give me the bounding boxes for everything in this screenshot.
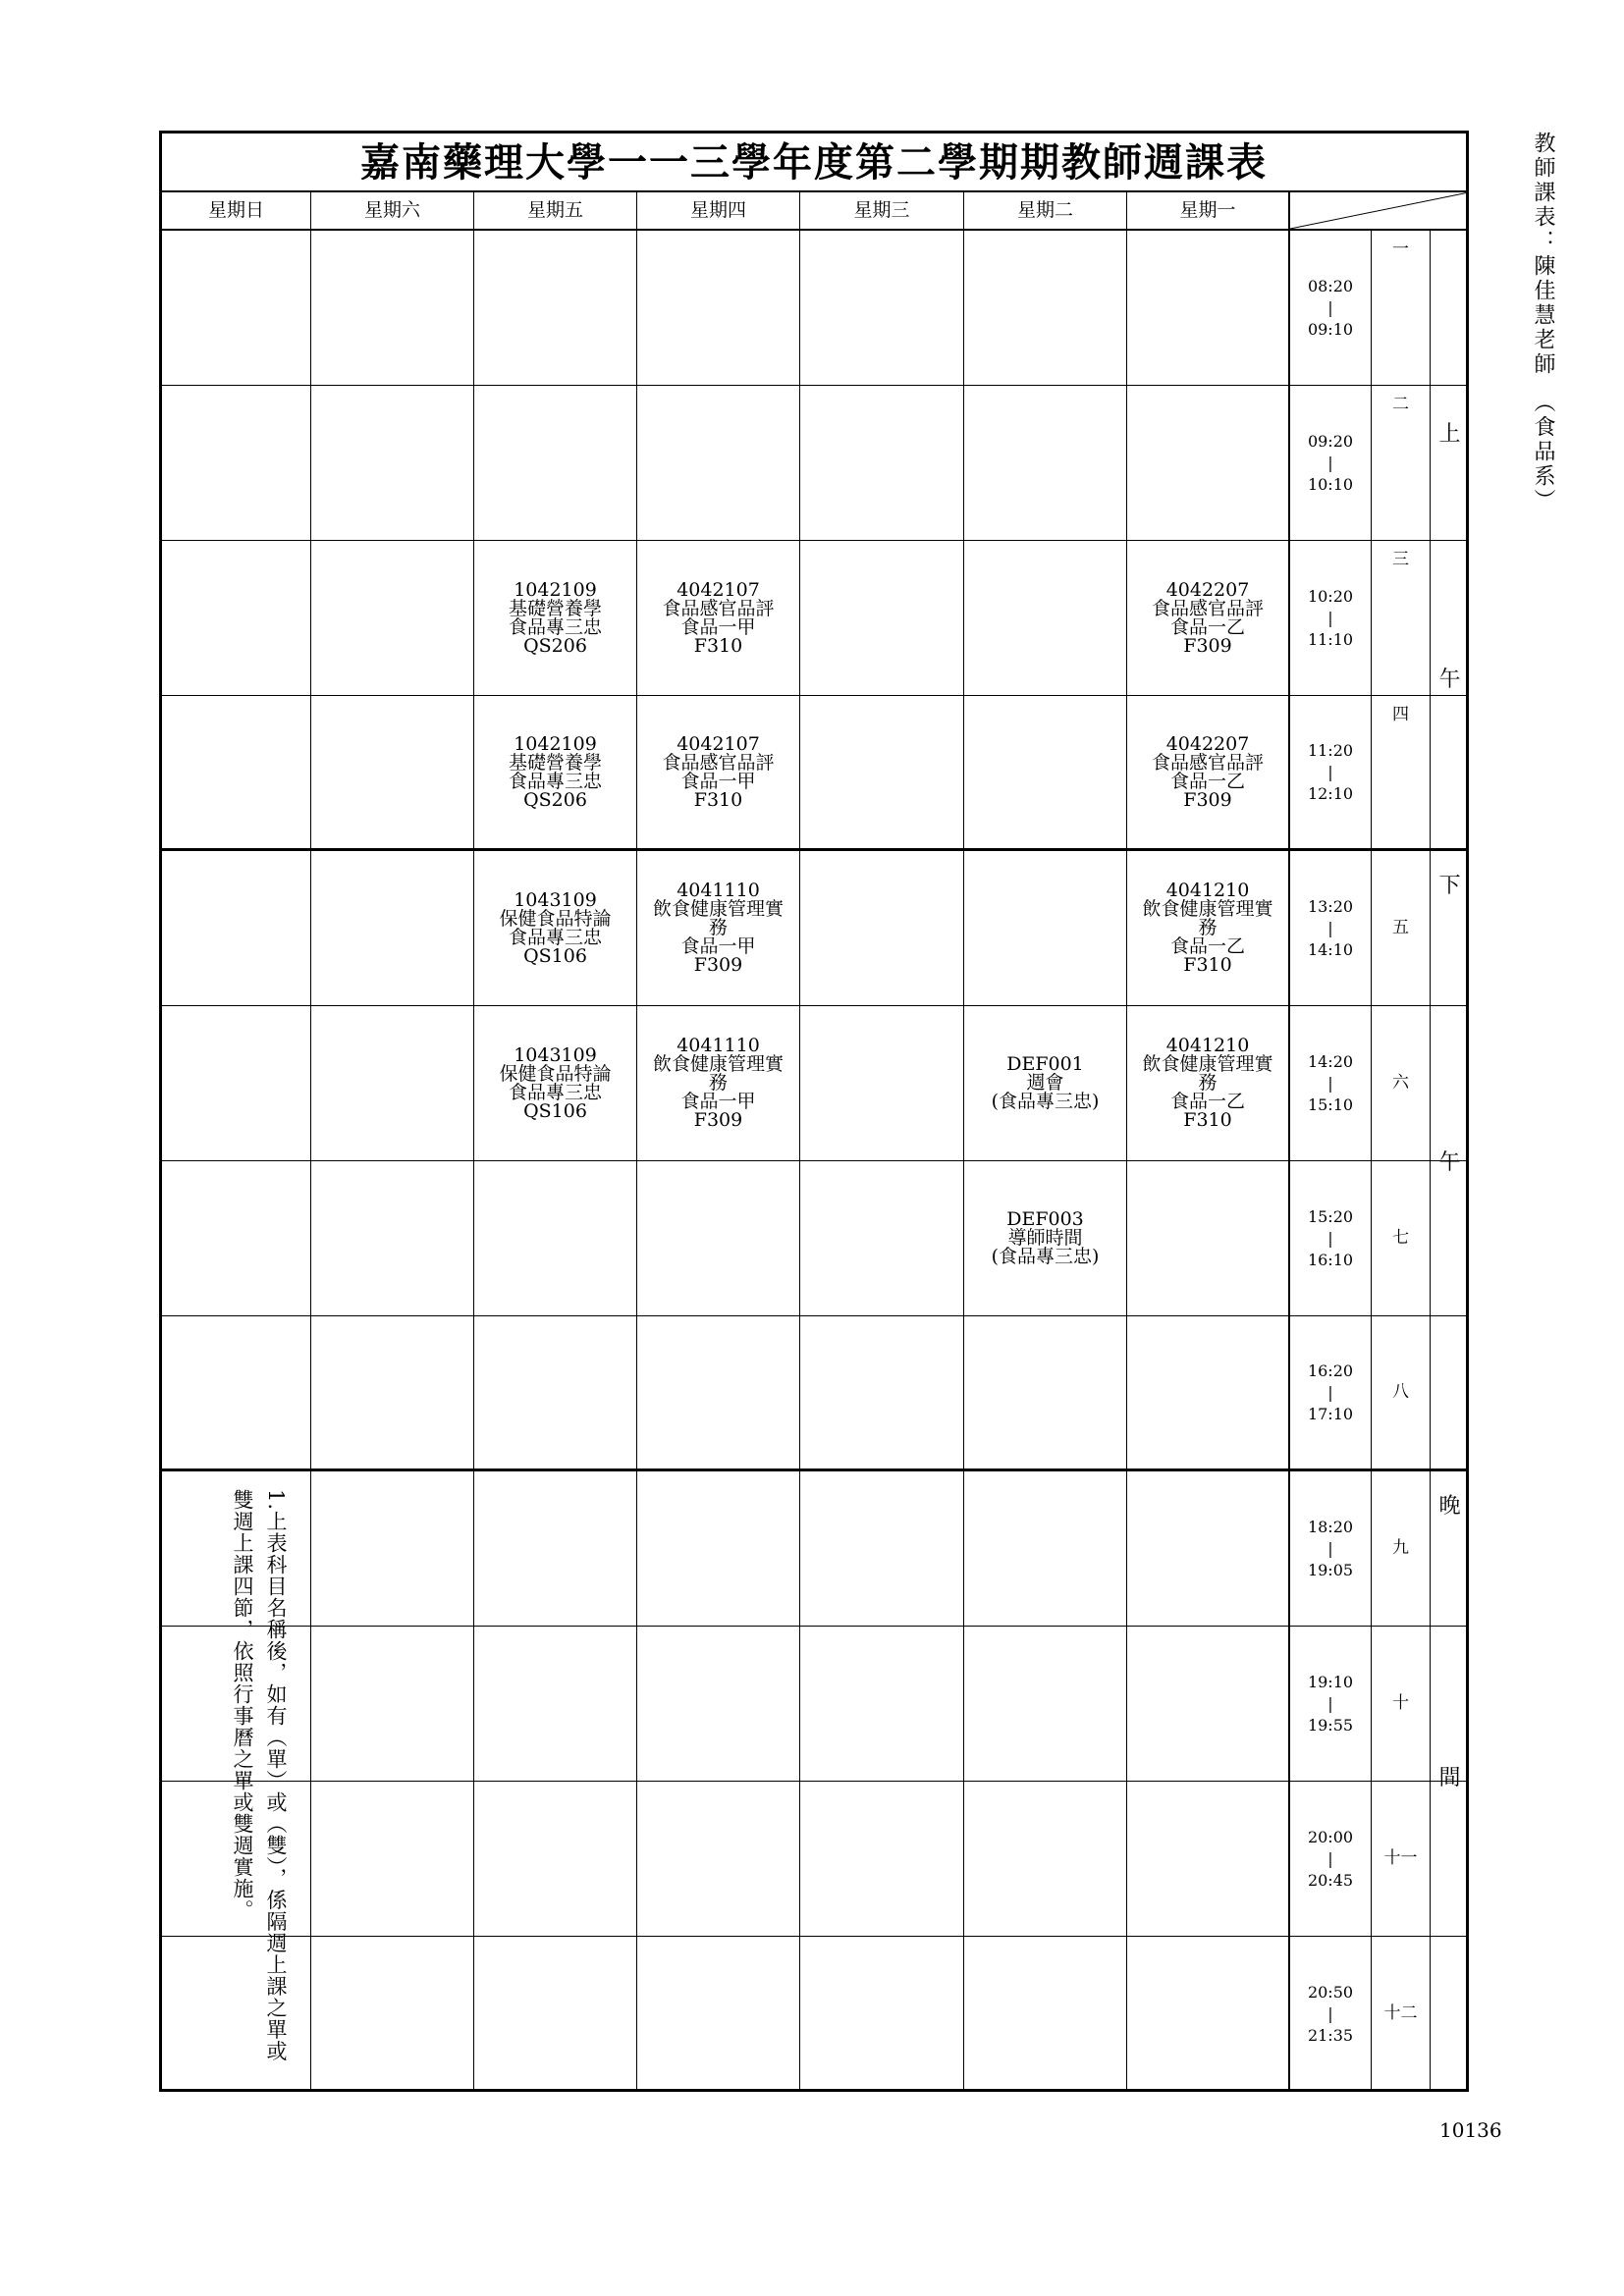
period-number-label: 二 — [1392, 395, 1409, 414]
course-cell-tue — [964, 1161, 1127, 1315]
course-line: QS106 — [523, 1099, 587, 1122]
schedule-cell-wed — [800, 231, 964, 385]
period-time — [1290, 1627, 1372, 1781]
course-line: DEF003 — [1006, 1208, 1084, 1230]
schedule-cell-mon — [1127, 1782, 1290, 1936]
period-time — [1290, 1006, 1372, 1160]
schedule-cell-sun — [162, 1006, 311, 1160]
time-start: 08:20 — [1307, 276, 1354, 295]
course-line: 務 — [708, 1072, 728, 1094]
course-line: 4041110 — [677, 1035, 760, 1056]
course-cell-mon — [1127, 696, 1290, 848]
period-row — [162, 1937, 1466, 2092]
period-row — [162, 386, 1466, 541]
course-line: F309 — [1183, 788, 1232, 811]
period-number-label: 六 — [1392, 1073, 1409, 1093]
day-header-sun: 星期日 — [162, 192, 311, 229]
schedule-note — [162, 1471, 311, 2092]
schedule-cell-sat — [311, 696, 474, 848]
schedule-cell-tue — [964, 1782, 1127, 1936]
schedule-cell-thu — [637, 1627, 800, 1781]
time-end: 20:45 — [1307, 1870, 1354, 1890]
schedule-cell-sun — [162, 851, 311, 1005]
period-row — [162, 1471, 1466, 1627]
course-line: 食品一甲 — [680, 1091, 756, 1112]
schedule-cell-mon — [1127, 231, 1290, 385]
period-number — [1372, 1006, 1431, 1160]
course-line: 保健食品特論 — [499, 1062, 612, 1085]
teacher-schedule-side-title: 教師課表：陳佳慧老師 （食品系） — [1531, 132, 1555, 513]
period-time — [1290, 386, 1372, 540]
period-row — [162, 1006, 1466, 1161]
segment-evening — [1431, 1471, 1469, 2092]
schedule-cell-thu — [637, 231, 800, 385]
period-time — [1290, 541, 1372, 695]
course-line: 基礎營養學 — [508, 597, 602, 619]
time-separator: | — [1327, 453, 1333, 472]
period-number — [1372, 851, 1431, 1005]
course-line: 4042107 — [677, 732, 760, 755]
course-line: (食品專三忠) — [991, 1091, 1100, 1112]
time-separator: | — [1327, 918, 1333, 937]
time-separator: | — [1327, 1073, 1333, 1093]
period-row — [162, 541, 1466, 696]
period-number-label: 三 — [1392, 550, 1409, 569]
schedule-cell-wed — [800, 1937, 964, 2091]
course-line: 保健食品特論 — [499, 907, 612, 930]
period-number — [1372, 1937, 1431, 2091]
time-start: 19:10 — [1307, 1672, 1354, 1691]
schedule-cell-fri — [474, 1627, 637, 1781]
time-start: 16:20 — [1307, 1361, 1354, 1380]
schedule-cell-sun — [162, 696, 311, 848]
time-end: 14:10 — [1307, 939, 1354, 959]
course-line: 食品感官品評 — [662, 751, 775, 774]
course-cell-mon — [1127, 541, 1290, 695]
time-end: 12:10 — [1307, 783, 1354, 803]
schedule-cell-wed — [800, 696, 964, 848]
course-line: QS206 — [523, 788, 587, 811]
course-line: 4042107 — [677, 578, 760, 601]
day-header-sat: 星期六 — [311, 192, 474, 229]
time-separator: | — [1327, 1228, 1333, 1248]
schedule-cell-wed — [800, 1471, 964, 1626]
course-line: F310 — [1183, 954, 1232, 976]
schedule-cell-tue — [964, 851, 1127, 1005]
time-end: 15:10 — [1307, 1095, 1354, 1114]
course-line: 食品感官品評 — [662, 597, 775, 619]
time-start: 09:20 — [1307, 431, 1354, 451]
schedule-cell-tue — [964, 541, 1127, 695]
segment-morning — [1431, 231, 1469, 851]
period-row — [162, 851, 1466, 1006]
schedule-cell-sat — [311, 1627, 474, 1781]
time-separator: | — [1327, 297, 1333, 317]
time-separator: | — [1327, 1382, 1333, 1402]
schedule-cell-sun — [162, 541, 311, 695]
schedule-cell-sat — [311, 1471, 474, 1626]
course-line: F309 — [1183, 634, 1232, 657]
header-diagonal-divider — [1290, 192, 1469, 229]
course-line: F309 — [693, 954, 743, 976]
period-number — [1372, 1316, 1431, 1468]
schedule-cell-wed — [800, 1161, 964, 1315]
course-cell-tue — [964, 1006, 1127, 1160]
course-line: QS106 — [523, 944, 587, 967]
schedule-cell-thu — [637, 1782, 800, 1936]
course-line: 1042109 — [514, 732, 597, 755]
course-cell-thu — [637, 696, 800, 848]
course-cell-fri — [474, 541, 637, 695]
schedule-cell-fri — [474, 1471, 637, 1626]
page-number: 10136 — [1439, 2118, 1502, 2142]
course-line: 食品專三忠 — [508, 615, 602, 638]
period-row — [162, 1316, 1466, 1471]
course-line: 食品感官品評 — [1151, 751, 1264, 774]
schedule-cell-thu — [637, 1161, 800, 1315]
period-time — [1290, 1471, 1372, 1626]
segment-afternoon — [1431, 851, 1469, 1471]
segment-label: 上 — [1438, 422, 1461, 447]
segment-label: 午 — [1438, 1150, 1461, 1175]
course-line: 飲食健康管理實 — [1142, 1053, 1273, 1075]
schedule-cell-tue — [964, 1471, 1127, 1626]
course-line: 食品專三忠 — [508, 1081, 602, 1103]
schedule-cell-sun — [162, 231, 311, 385]
schedule-cell-sat — [311, 231, 474, 385]
period-row — [162, 1161, 1466, 1316]
course-line: 4041210 — [1165, 880, 1250, 901]
schedule-cell-fri — [474, 1782, 637, 1936]
course-line: 食品一甲 — [680, 935, 756, 957]
schedule-cell-wed — [800, 1782, 964, 1936]
period-number — [1372, 1471, 1431, 1626]
period-number-label: 八 — [1392, 1382, 1409, 1402]
course-line: 務 — [1198, 1072, 1218, 1094]
course-line: 務 — [1198, 917, 1218, 938]
period-row — [162, 231, 1466, 386]
schedule-cell-thu — [637, 1471, 800, 1626]
schedule-cell-thu — [637, 1316, 800, 1468]
schedule-cell-mon — [1127, 1316, 1290, 1468]
schedule-cell-thu — [637, 1937, 800, 2091]
period-time — [1290, 231, 1372, 385]
period-time — [1290, 1782, 1372, 1936]
schedule-cell-thu — [637, 386, 800, 540]
schedule-cell-fri — [474, 1316, 637, 1468]
day-header-wed: 星期三 — [800, 192, 964, 229]
period-row — [162, 696, 1466, 851]
course-cell-mon — [1127, 851, 1290, 1005]
time-start: 10:20 — [1307, 586, 1354, 606]
course-line: DEF001 — [1006, 1053, 1084, 1075]
schedule-cell-fri — [474, 386, 637, 540]
schedule-cell-tue — [964, 1316, 1127, 1468]
period-number — [1372, 386, 1431, 540]
period-time — [1290, 1316, 1372, 1468]
period-number-label: 十二 — [1383, 2003, 1418, 2023]
time-start: 20:00 — [1307, 1827, 1354, 1846]
schedule-cell-sun — [162, 386, 311, 540]
course-line: 食品專三忠 — [508, 770, 602, 792]
schedule-cell-sat — [311, 1161, 474, 1315]
day-header-mon: 星期一 — [1127, 192, 1290, 229]
period-number-label: 五 — [1392, 918, 1409, 937]
course-line: F310 — [693, 634, 743, 657]
time-separator: | — [1327, 2003, 1333, 2023]
course-line: (食品專三忠) — [991, 1246, 1100, 1267]
period-number-label: 十 — [1392, 1693, 1409, 1713]
schedule-cell-sat — [311, 851, 474, 1005]
course-line: 食品一乙 — [1169, 935, 1245, 957]
time-end: 10:10 — [1307, 474, 1354, 494]
course-line: F310 — [693, 788, 743, 811]
course-line: 1042109 — [514, 578, 597, 601]
schedule-cell-sun — [162, 1316, 311, 1468]
course-line: 飲食健康管理實 — [1142, 898, 1273, 920]
time-separator: | — [1327, 1848, 1333, 1868]
course-cell-fri — [474, 1006, 637, 1160]
time-end: 16:10 — [1307, 1250, 1354, 1269]
period-row — [162, 1627, 1466, 1782]
period-time — [1290, 1937, 1372, 2091]
course-line: 4042207 — [1165, 578, 1250, 601]
schedule-cell-mon — [1127, 1627, 1290, 1781]
course-line: 導師時間 — [1007, 1227, 1083, 1249]
schedule-cell-wed — [800, 541, 964, 695]
time-start: 20:50 — [1307, 1982, 1354, 2002]
time-end: 09:10 — [1307, 319, 1354, 339]
schedule-cell-mon — [1127, 386, 1290, 540]
time-start: 14:20 — [1307, 1051, 1354, 1071]
time-end: 21:35 — [1307, 2025, 1354, 2045]
course-cell-thu — [637, 851, 800, 1005]
day-header-row — [162, 192, 1466, 231]
course-line: 飲食健康管理實 — [652, 898, 784, 920]
schedule-cell-wed — [800, 851, 964, 1005]
time-separator: | — [1327, 1693, 1333, 1713]
schedule-cell-mon — [1127, 1161, 1290, 1315]
period-time — [1290, 851, 1372, 1005]
course-line: 務 — [708, 917, 728, 938]
schedule-cell-tue — [964, 231, 1127, 385]
course-line: 基礎營養學 — [508, 751, 602, 774]
schedule-cell-wed — [800, 1627, 964, 1781]
timetable-frame — [159, 131, 1469, 2092]
time-separator: | — [1327, 762, 1333, 781]
schedule-cell-tue — [964, 386, 1127, 540]
day-header-fri: 星期五 — [474, 192, 637, 229]
course-line: F310 — [1183, 1109, 1232, 1131]
course-line: 食品一甲 — [680, 770, 756, 792]
page-title: 嘉南藥理大學一一三學年度第二學期期教師週課表 — [162, 133, 1466, 192]
schedule-cell-mon — [1127, 1471, 1290, 1626]
segment-label: 下 — [1438, 874, 1461, 898]
time-separator: | — [1327, 1538, 1333, 1558]
period-number-label: 十一 — [1383, 1848, 1418, 1868]
segment-label: 午 — [1438, 667, 1461, 692]
schedule-cell-sat — [311, 541, 474, 695]
schedule-cell-tue — [964, 696, 1127, 848]
schedule-cell-tue — [964, 1937, 1127, 2091]
course-line: 週會 — [1026, 1072, 1064, 1094]
segment-label: 晚 — [1438, 1494, 1461, 1519]
course-line: QS206 — [523, 634, 587, 657]
course-line: 4041210 — [1165, 1035, 1250, 1056]
schedule-cell-fri — [474, 231, 637, 385]
period-number — [1372, 541, 1431, 695]
course-line: 4042207 — [1165, 732, 1250, 755]
course-line: F309 — [693, 1109, 743, 1131]
course-line: 食品專三忠 — [508, 926, 602, 948]
course-line: 飲食健康管理實 — [652, 1053, 784, 1075]
course-cell-thu — [637, 1006, 800, 1160]
time-start: 11:20 — [1307, 740, 1354, 760]
schedule-cell-sat — [311, 386, 474, 540]
course-line: 4041110 — [677, 880, 760, 901]
course-line: 食品感官品評 — [1151, 597, 1264, 619]
time-end: 11:10 — [1307, 629, 1354, 649]
course-cell-mon — [1127, 1006, 1290, 1160]
time-start: 15:20 — [1307, 1206, 1354, 1226]
schedule-cell-mon — [1127, 1937, 1290, 2091]
time-end: 17:10 — [1307, 1404, 1354, 1423]
period-number — [1372, 1627, 1431, 1781]
day-header-tue: 星期二 — [964, 192, 1127, 229]
period-number-label: 一 — [1392, 240, 1409, 259]
period-number — [1372, 696, 1431, 848]
period-number-label: 四 — [1392, 705, 1409, 724]
period-number-label: 七 — [1392, 1228, 1409, 1248]
period-time — [1290, 696, 1372, 848]
schedule-cell-wed — [800, 1316, 964, 1468]
period-time — [1290, 1161, 1372, 1315]
schedule-cell-wed — [800, 1006, 964, 1160]
time-end: 19:05 — [1307, 1560, 1354, 1579]
course-line: 食品一乙 — [1169, 615, 1245, 638]
period-number-label: 九 — [1392, 1538, 1409, 1558]
time-start: 18:20 — [1307, 1517, 1354, 1536]
schedule-cell-tue — [964, 1627, 1127, 1781]
schedule-cell-sat — [311, 1937, 474, 2091]
schedule-cell-fri — [474, 1161, 637, 1315]
course-line: 1043109 — [514, 888, 597, 911]
time-end: 19:55 — [1307, 1715, 1354, 1735]
schedule-cell-wed — [800, 386, 964, 540]
course-line: 食品一乙 — [1169, 1091, 1245, 1112]
segment-label: 間 — [1438, 1766, 1461, 1790]
schedule-cell-sat — [311, 1782, 474, 1936]
course-cell-thu — [637, 541, 800, 695]
time-start: 13:20 — [1307, 896, 1354, 916]
period-number — [1372, 1161, 1431, 1315]
period-number — [1372, 1782, 1431, 1936]
course-line: 1043109 — [514, 1043, 597, 1066]
schedule-cell-fri — [474, 1937, 637, 2091]
schedule-cell-sat — [311, 1316, 474, 1468]
schedule-cell-sat — [311, 1006, 474, 1160]
course-cell-fri — [474, 851, 637, 1005]
time-separator: | — [1327, 608, 1333, 627]
course-line: 食品一乙 — [1169, 770, 1245, 792]
course-line: 食品一甲 — [680, 615, 756, 638]
course-cell-fri — [474, 696, 637, 848]
schedule-cell-sun — [162, 1161, 311, 1315]
day-header-thu: 星期四 — [637, 192, 800, 229]
period-row — [162, 1782, 1466, 1937]
period-number — [1372, 231, 1431, 385]
schedule-note-text: 1.上表科目名稱後，如有（單）或（雙），係隔週上課之單或雙週上課四節，依照行事曆之單或雙週實施。 — [231, 1489, 288, 2062]
